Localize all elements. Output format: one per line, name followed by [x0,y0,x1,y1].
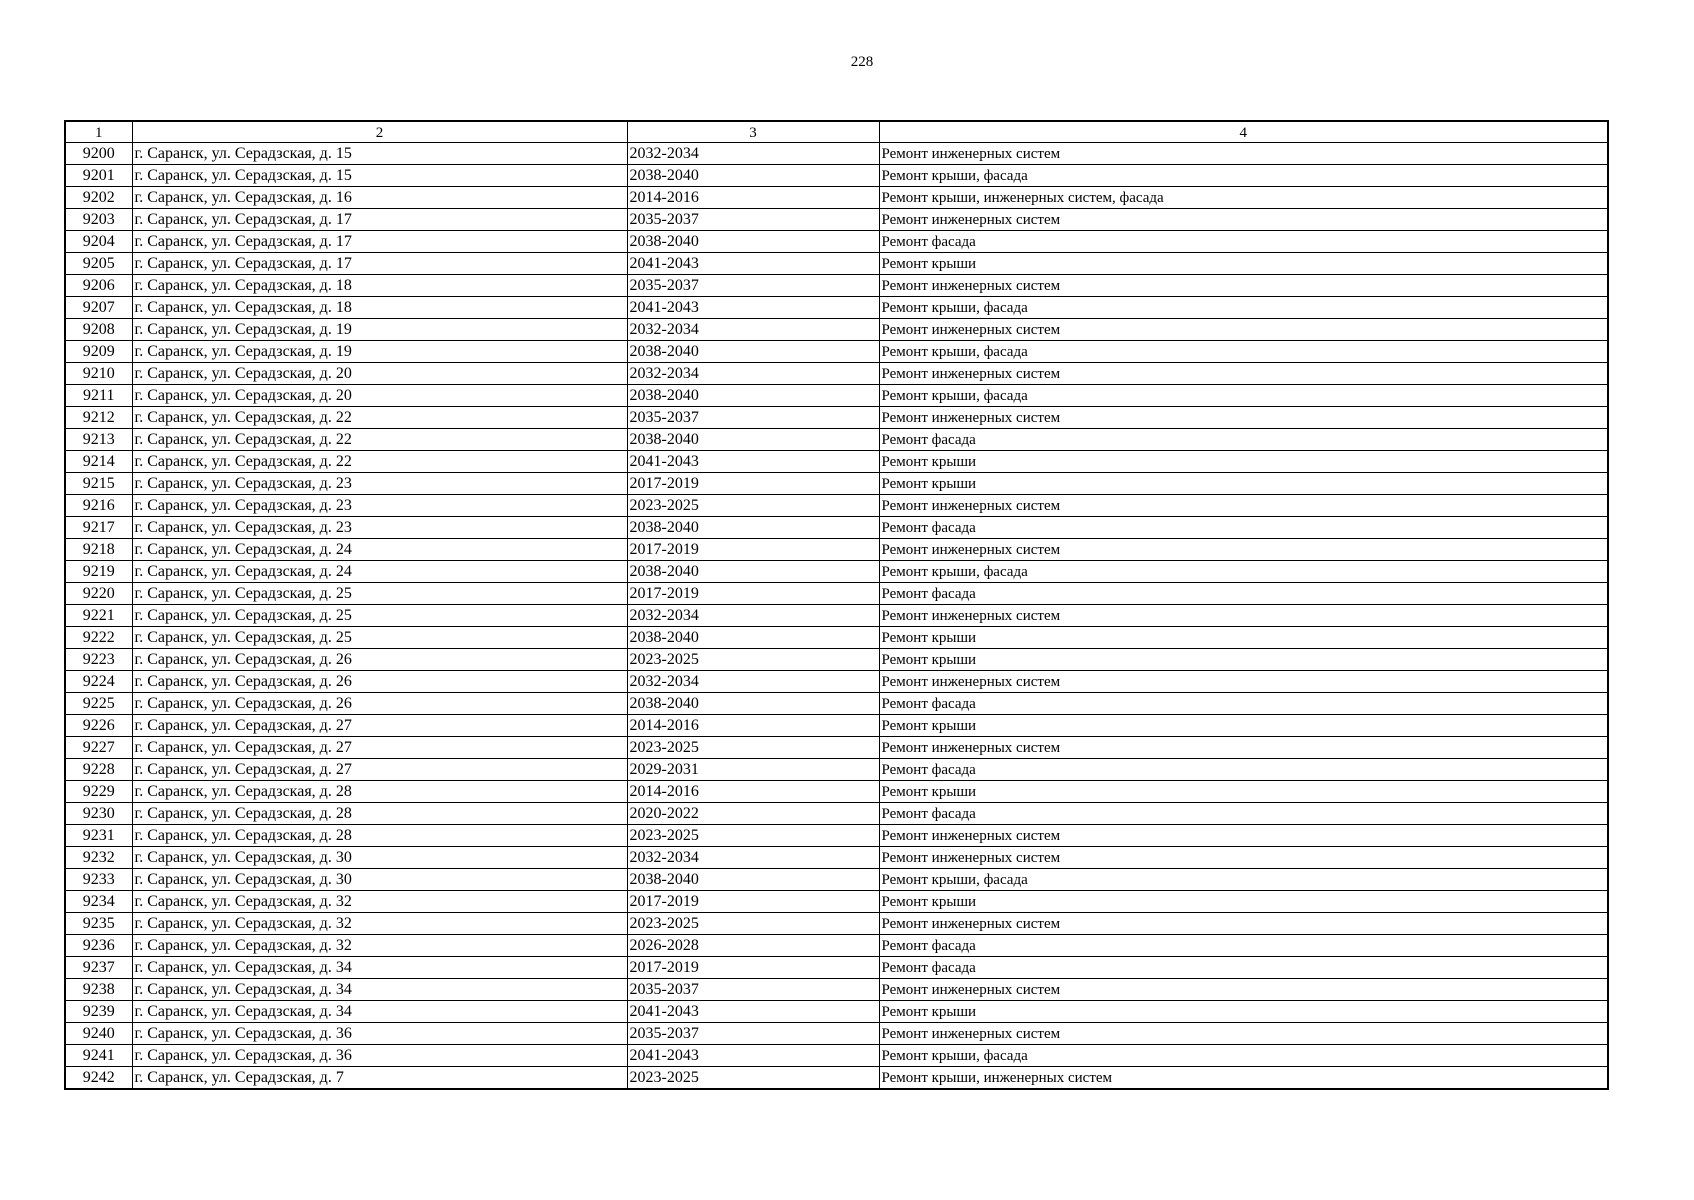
table-row [65,627,1608,649]
row-number: 9234 [65,891,132,913]
work-type-cell: Ремонт крыши [879,715,1608,737]
period-cell: 2026-2028 [627,935,879,957]
table-row [65,1045,1608,1067]
work-type-cell: Ремонт инженерных систем [879,539,1608,561]
work-type-cell: Ремонт инженерных систем [879,671,1608,693]
row-number: 9222 [65,627,132,649]
period-cell: 2023-2025 [627,495,879,517]
period-cell: 2023-2025 [627,649,879,671]
work-type-cell: Ремонт инженерных систем [879,495,1608,517]
table-row [65,429,1608,451]
period-cell: 2038-2040 [627,385,879,407]
row-number: 9221 [65,605,132,627]
address-cell: г. Саранск, ул. Серадзская, д. 25 [132,605,627,627]
work-type-cell: Ремонт крыши, фасада [879,1045,1608,1067]
period-cell: 2023-2025 [627,1067,879,1090]
address-cell: г. Саранск, ул. Серадзская, д. 27 [132,759,627,781]
work-type-cell: Ремонт инженерных систем [879,1023,1608,1045]
period-cell: 2032-2034 [627,605,879,627]
period-cell: 2032-2034 [627,143,879,165]
period-cell: 2035-2037 [627,979,879,1001]
table-row [65,231,1608,253]
address-cell: г. Саранск, ул. Серадзская, д. 32 [132,913,627,935]
row-number: 9203 [65,209,132,231]
table-row [65,297,1608,319]
table-row [65,143,1608,165]
row-number: 9216 [65,495,132,517]
work-type-cell: Ремонт инженерных систем [879,913,1608,935]
address-cell: г. Саранск, ул. Серадзская, д. 32 [132,935,627,957]
address-cell: г. Саранск, ул. Серадзская, д. 26 [132,671,627,693]
row-number: 9200 [65,143,132,165]
work-type-cell: Ремонт фасада [879,429,1608,451]
work-type-cell: Ремонт крыши, инженерных систем, фасада [879,187,1608,209]
work-type-cell: Ремонт крыши [879,649,1608,671]
column-header-4: 4 [879,121,1608,143]
work-type-cell: Ремонт крыши [879,473,1608,495]
row-number: 9209 [65,341,132,363]
table-row [65,473,1608,495]
period-cell: 2023-2025 [627,737,879,759]
address-cell: г. Саранск, ул. Серадзская, д. 34 [132,957,627,979]
address-cell: г. Саранск, ул. Серадзская, д. 18 [132,275,627,297]
table-row [65,209,1608,231]
work-type-cell: Ремонт крыши, инженерных систем [879,1067,1608,1090]
work-type-cell: Ремонт фасада [879,583,1608,605]
work-type-cell: Ремонт крыши [879,627,1608,649]
address-cell: г. Саранск, ул. Серадзская, д. 26 [132,693,627,715]
period-cell: 2032-2034 [627,319,879,341]
row-number: 9239 [65,1001,132,1023]
address-cell: г. Саранск, ул. Серадзская, д. 17 [132,231,627,253]
address-cell: г. Саранск, ул. Серадзская, д. 25 [132,627,627,649]
row-number: 9226 [65,715,132,737]
period-cell: 2041-2043 [627,297,879,319]
table-row [65,957,1608,979]
period-cell: 2017-2019 [627,891,879,913]
address-cell: г. Саранск, ул. Серадзская, д. 27 [132,737,627,759]
work-type-cell: Ремонт крыши, фасада [879,165,1608,187]
work-type-cell: Ремонт крыши [879,253,1608,275]
address-cell: г. Саранск, ул. Серадзская, д. 19 [132,341,627,363]
period-cell: 2035-2037 [627,407,879,429]
header-row [65,121,1608,143]
address-cell: г. Саранск, ул. Серадзская, д. 36 [132,1023,627,1045]
address-cell: г. Саранск, ул. Серадзская, д. 19 [132,319,627,341]
address-cell: г. Саранск, ул. Серадзская, д. 15 [132,143,627,165]
work-type-cell: Ремонт фасада [879,517,1608,539]
table-row [65,759,1608,781]
row-number: 9241 [65,1045,132,1067]
address-cell: г. Саранск, ул. Серадзская, д. 30 [132,869,627,891]
table-row [65,385,1608,407]
table-row [65,363,1608,385]
work-type-cell: Ремонт крыши [879,1001,1608,1023]
row-number: 9230 [65,803,132,825]
row-number: 9205 [65,253,132,275]
address-cell: г. Саранск, ул. Серадзская, д. 16 [132,187,627,209]
work-type-cell: Ремонт инженерных систем [879,143,1608,165]
period-cell: 2038-2040 [627,693,879,715]
address-cell: г. Саранск, ул. Серадзская, д. 20 [132,385,627,407]
row-number: 9220 [65,583,132,605]
address-cell: г. Саранск, ул. Серадзская, д. 15 [132,165,627,187]
work-type-cell: Ремонт инженерных систем [879,737,1608,759]
address-cell: г. Саранск, ул. Серадзская, д. 24 [132,539,627,561]
address-cell: г. Саранск, ул. Серадзская, д. 24 [132,561,627,583]
row-number: 9240 [65,1023,132,1045]
column-header-3: 3 [627,121,879,143]
table-row [65,275,1608,297]
period-cell: 2041-2043 [627,1001,879,1023]
period-cell: 2014-2016 [627,715,879,737]
table-row [65,1023,1608,1045]
work-type-cell: Ремонт фасада [879,693,1608,715]
row-number: 9214 [65,451,132,473]
address-cell: г. Саранск, ул. Серадзская, д. 28 [132,803,627,825]
row-number: 9236 [65,935,132,957]
address-cell: г. Саранск, ул. Серадзская, д. 30 [132,847,627,869]
row-number: 9215 [65,473,132,495]
table-row [65,891,1608,913]
period-cell: 2032-2034 [627,671,879,693]
address-cell: г. Саранск, ул. Серадзская, д. 7 [132,1067,627,1090]
table-row [65,517,1608,539]
table-row [65,561,1608,583]
work-type-cell: Ремонт крыши, фасада [879,561,1608,583]
table-row [65,715,1608,737]
period-cell: 2038-2040 [627,517,879,539]
address-cell: г. Саранск, ул. Серадзская, д. 34 [132,979,627,1001]
period-cell: 2035-2037 [627,209,879,231]
table-row [65,825,1608,847]
row-number: 9235 [65,913,132,935]
period-cell: 2020-2022 [627,803,879,825]
period-cell: 2035-2037 [627,275,879,297]
work-type-cell: Ремонт инженерных систем [879,847,1608,869]
row-number: 9201 [65,165,132,187]
period-cell: 2038-2040 [627,561,879,583]
address-cell: г. Саранск, ул. Серадзская, д. 17 [132,209,627,231]
column-header-2: 2 [132,121,627,143]
period-cell: 2017-2019 [627,473,879,495]
period-cell: 2038-2040 [627,165,879,187]
address-cell: г. Саранск, ул. Серадзская, д. 25 [132,583,627,605]
period-cell: 2023-2025 [627,913,879,935]
period-cell: 2038-2040 [627,429,879,451]
period-cell: 2032-2034 [627,847,879,869]
row-number: 9237 [65,957,132,979]
period-cell: 2041-2043 [627,451,879,473]
row-number: 9213 [65,429,132,451]
column-header-1: 1 [65,121,132,143]
address-cell: г. Саранск, ул. Серадзская, д. 26 [132,649,627,671]
row-number: 9212 [65,407,132,429]
work-type-cell: Ремонт инженерных систем [879,979,1608,1001]
work-type-cell: Ремонт инженерных систем [879,825,1608,847]
address-cell: г. Саранск, ул. Серадзская, д. 22 [132,429,627,451]
period-cell: 2017-2019 [627,539,879,561]
row-number: 9210 [65,363,132,385]
period-cell: 2023-2025 [627,825,879,847]
work-type-cell: Ремонт фасада [879,935,1608,957]
table-row [65,693,1608,715]
address-cell: г. Саранск, ул. Серадзская, д. 34 [132,1001,627,1023]
page-number: 228 [850,54,874,70]
address-cell: г. Саранск, ул. Серадзская, д. 20 [132,363,627,385]
table-row [65,671,1608,693]
period-cell: 2038-2040 [627,231,879,253]
row-number: 9219 [65,561,132,583]
work-type-cell: Ремонт крыши, фасада [879,869,1608,891]
period-cell: 2017-2019 [627,957,879,979]
repair-schedule-table [64,120,1609,1090]
period-cell: 2038-2040 [627,627,879,649]
row-number: 9229 [65,781,132,803]
table-row [65,935,1608,957]
work-type-cell: Ремонт инженерных систем [879,275,1608,297]
row-number: 9228 [65,759,132,781]
row-number: 9217 [65,517,132,539]
table-row [65,649,1608,671]
row-number: 9224 [65,671,132,693]
row-number: 9233 [65,869,132,891]
row-number: 9231 [65,825,132,847]
table-row [65,539,1608,561]
row-number: 9242 [65,1067,132,1090]
address-cell: г. Саранск, ул. Серадзская, д. 23 [132,517,627,539]
address-cell: г. Саранск, ул. Серадзская, д. 18 [132,297,627,319]
period-cell: 2014-2016 [627,187,879,209]
work-type-cell: Ремонт крыши [879,891,1608,913]
table-row [65,407,1608,429]
table-row [65,451,1608,473]
address-cell: г. Саранск, ул. Серадзская, д. 17 [132,253,627,275]
address-cell: г. Саранск, ул. Серадзская, д. 32 [132,891,627,913]
work-type-cell: Ремонт инженерных систем [879,407,1608,429]
row-number: 9206 [65,275,132,297]
row-number: 9204 [65,231,132,253]
work-type-cell: Ремонт инженерных систем [879,363,1608,385]
table-row [65,319,1608,341]
address-cell: г. Саранск, ул. Серадзская, д. 36 [132,1045,627,1067]
period-cell: 2032-2034 [627,363,879,385]
row-number: 9227 [65,737,132,759]
work-type-cell: Ремонт фасада [879,231,1608,253]
table-row [65,979,1608,1001]
table-row [65,1001,1608,1023]
work-type-cell: Ремонт инженерных систем [879,319,1608,341]
table-row [65,847,1608,869]
address-cell: г. Саранск, ул. Серадзская, д. 28 [132,781,627,803]
work-type-cell: Ремонт фасада [879,803,1608,825]
period-cell: 2038-2040 [627,341,879,363]
table-body [65,143,1608,1090]
work-type-cell: Ремонт фасада [879,759,1608,781]
address-cell: г. Саранск, ул. Серадзская, д. 23 [132,473,627,495]
row-number: 9223 [65,649,132,671]
row-number: 9238 [65,979,132,1001]
address-cell: г. Саранск, ул. Серадзская, д. 22 [132,407,627,429]
address-cell: г. Саранск, ул. Серадзская, д. 27 [132,715,627,737]
row-number: 9207 [65,297,132,319]
work-type-cell: Ремонт крыши [879,781,1608,803]
row-number: 9202 [65,187,132,209]
table-row [65,583,1608,605]
row-number: 9232 [65,847,132,869]
period-cell: 2041-2043 [627,1045,879,1067]
table-row [65,1067,1608,1090]
work-type-cell: Ремонт крыши, фасада [879,297,1608,319]
table-row [65,737,1608,759]
row-number: 9218 [65,539,132,561]
row-number: 9208 [65,319,132,341]
work-type-cell: Ремонт крыши, фасада [879,385,1608,407]
address-cell: г. Саранск, ул. Серадзская, д. 22 [132,451,627,473]
period-cell: 2014-2016 [627,781,879,803]
table-row [65,605,1608,627]
period-cell: 2035-2037 [627,1023,879,1045]
table-row [65,341,1608,363]
work-type-cell: Ремонт фасада [879,957,1608,979]
table-row [65,803,1608,825]
table-row [65,781,1608,803]
period-cell: 2038-2040 [627,869,879,891]
row-number: 9211 [65,385,132,407]
work-type-cell: Ремонт крыши [879,451,1608,473]
table-row [65,165,1608,187]
work-type-cell: Ремонт инженерных систем [879,209,1608,231]
row-number: 9225 [65,693,132,715]
address-cell: г. Саранск, ул. Серадзская, д. 23 [132,495,627,517]
table-row [65,253,1608,275]
work-type-cell: Ремонт крыши, фасада [879,341,1608,363]
table-row [65,495,1608,517]
table-row [65,187,1608,209]
period-cell: 2029-2031 [627,759,879,781]
period-cell: 2017-2019 [627,583,879,605]
table-row [65,869,1608,891]
table-row [65,913,1608,935]
address-cell: г. Саранск, ул. Серадзская, д. 28 [132,825,627,847]
work-type-cell: Ремонт инженерных систем [879,605,1608,627]
period-cell: 2041-2043 [627,253,879,275]
